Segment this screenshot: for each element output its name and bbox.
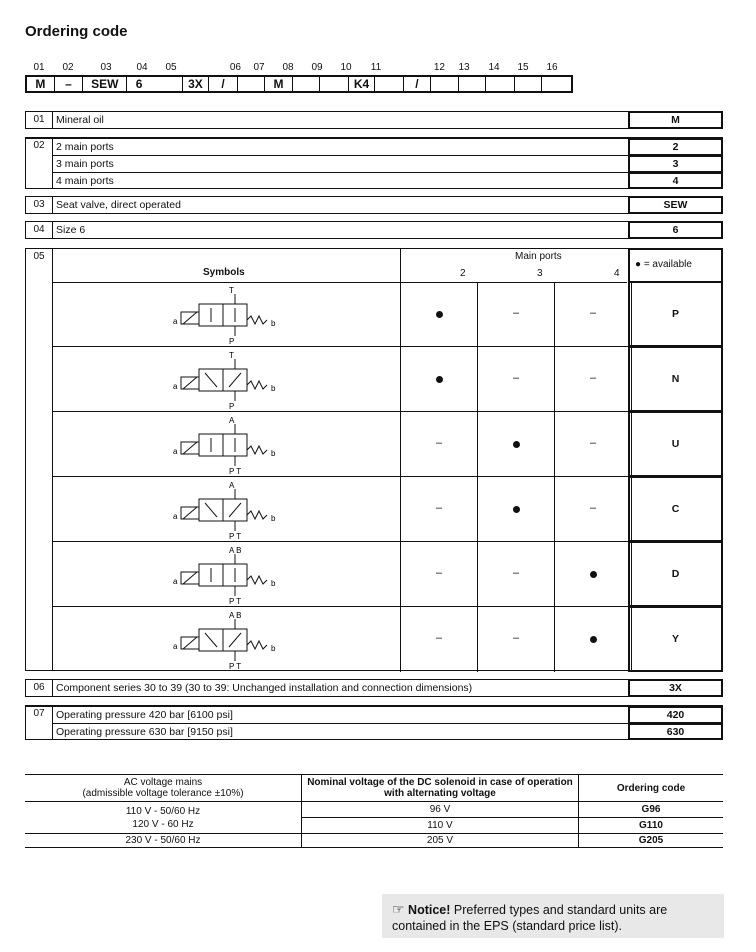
svg-text:T: T — [229, 351, 234, 360]
spec-description: Size 6 — [56, 224, 86, 236]
spec-row-01 — [25, 111, 723, 129]
not-available-dash: – — [436, 632, 443, 644]
spec-description: 4 main ports — [56, 175, 114, 187]
valve-symbol-icon — [171, 414, 301, 474]
port-col-header: 3 — [537, 268, 543, 279]
code-box: K4 — [348, 77, 375, 91]
svg-text:a: a — [173, 642, 178, 651]
code-pos-number: 01 — [33, 62, 45, 73]
not-available-dash: – — [590, 502, 597, 514]
spec-row-06 — [25, 679, 723, 697]
svg-text:A B: A B — [229, 546, 242, 555]
spec-number: 04 — [26, 222, 53, 238]
available-dot — [590, 571, 597, 578]
code-pos-number: 05 — [165, 62, 177, 73]
spec-row-07 — [25, 705, 723, 740]
symbol-code: Y — [628, 606, 723, 672]
code-box — [541, 77, 572, 91]
spec-description: Operating pressure 420 bar [6100 psi] — [56, 709, 233, 721]
not-available-dash: – — [513, 307, 520, 319]
symbol-row-P — [53, 282, 722, 347]
code-position-numbers — [25, 61, 573, 75]
code-boxes — [25, 75, 573, 93]
notice-text: Preferred types and standard units are contained in the EPS (standard price list). — [392, 903, 668, 933]
spec-description: Mineral oil — [56, 114, 104, 126]
svg-text:T: T — [229, 286, 234, 295]
code-box: 3X — [182, 77, 209, 91]
valve-symbol-icon — [171, 544, 301, 604]
code-pos-number: 11 — [370, 62, 382, 73]
spec-code: 630 — [628, 723, 723, 740]
code-pos-number: 06 — [229, 62, 241, 73]
code-box: 6 — [126, 77, 151, 91]
dc-voltage: 110 V — [427, 820, 453, 831]
code-pos-number: 09 — [311, 62, 323, 73]
code-pos-number: 02 — [62, 62, 74, 73]
spec-description: 3 main ports — [56, 158, 114, 170]
svg-text:P T: P T — [229, 532, 242, 539]
ordering-code-header: Ordering code — [616, 782, 686, 794]
symbol-row-U — [53, 412, 722, 477]
svg-text:A: A — [229, 416, 235, 425]
code-box: / — [208, 77, 237, 91]
code-box — [430, 77, 459, 91]
symbols-header: Symbols — [203, 267, 245, 278]
symbol-code: U — [628, 411, 723, 477]
not-available-dash: – — [513, 372, 520, 384]
code-box — [319, 77, 348, 91]
code-pos-number: 14 — [488, 62, 500, 73]
spec-code: SEW — [628, 196, 723, 214]
spec-number: 03 — [26, 197, 53, 213]
svg-text:P: P — [229, 337, 235, 344]
dc-voltage: 205 V — [302, 834, 579, 848]
not-available-dash: – — [436, 567, 443, 579]
symbol-row-D — [53, 542, 722, 607]
available-dot — [513, 506, 520, 513]
svg-text:a: a — [173, 577, 178, 586]
symbol-row-N — [53, 347, 722, 412]
code-box — [292, 77, 319, 91]
svg-text:P: P — [229, 402, 235, 409]
svg-text:A: A — [229, 481, 235, 490]
port-col-header: 2 — [460, 268, 466, 279]
not-available-dash: – — [590, 307, 597, 319]
available-dot — [590, 636, 597, 643]
svg-text:b: b — [271, 579, 276, 588]
valve-symbol-icon — [171, 284, 301, 344]
svg-text:b: b — [271, 514, 276, 523]
code-pos-number: 07 — [253, 62, 265, 73]
notice-label: Notice! — [408, 903, 451, 917]
spec-code: 4 — [628, 172, 723, 189]
ac-voltage-header-sub: (admissible voltage tolerance ±10%) — [82, 788, 244, 799]
symbol-code: P — [628, 281, 723, 347]
code-box: SEW — [82, 77, 126, 91]
symbol-code: D — [628, 541, 723, 607]
ac-voltage-header: AC voltage mains — [123, 777, 203, 788]
svg-text:A B: A B — [229, 611, 242, 620]
spec-code: 6 — [628, 221, 723, 239]
valve-symbol-icon — [171, 609, 301, 669]
svg-text:P T: P T — [229, 662, 242, 669]
code-box — [485, 77, 514, 91]
svg-text:a: a — [173, 382, 178, 391]
ac-voltage: 110 V - 50/60 Hz — [125, 805, 201, 817]
ac-voltage: 230 V - 50/60 Hz — [25, 834, 302, 848]
svg-text:a: a — [173, 317, 178, 326]
not-available-dash: – — [513, 567, 520, 579]
availability-legend: ● = available — [628, 248, 723, 282]
code-pos-number: 03 — [100, 62, 112, 73]
code-box — [514, 77, 541, 91]
code-pos-number: 12 — [433, 62, 445, 73]
voltage-code: G96 — [579, 802, 723, 818]
not-available-dash: – — [513, 632, 520, 644]
available-dot — [436, 311, 443, 318]
dc-voltage: 96 V — [302, 802, 578, 818]
spec-code: 2 — [628, 138, 723, 156]
spec-number: 06 — [26, 680, 53, 696]
valve-symbol-icon — [171, 349, 301, 409]
not-available-dash: – — [590, 372, 597, 384]
valve-symbol-icon — [171, 479, 301, 539]
spec-description: Seat valve, direct operated — [56, 199, 181, 211]
code-pos-number: 08 — [282, 62, 294, 73]
spec-code: M — [628, 111, 723, 129]
spec-row-02 — [25, 137, 723, 189]
code-box — [374, 77, 403, 91]
svg-text:a: a — [173, 447, 178, 456]
symbol-table — [25, 248, 723, 671]
ac-voltage: 120 V - 60 Hz — [132, 818, 194, 830]
spec-number: 01 — [26, 112, 53, 128]
voltage-code: G205 — [579, 834, 724, 848]
code-pos-number: 16 — [546, 62, 558, 73]
code-pos-number: 10 — [340, 62, 352, 73]
svg-text:P T: P T — [229, 467, 242, 474]
code-box: – — [54, 77, 83, 91]
available-dot — [513, 441, 520, 448]
main-ports-header: Main ports — [515, 251, 562, 262]
code-pos-number: 15 — [517, 62, 529, 73]
spec-number: 02 — [26, 138, 53, 188]
symbol-table-header — [53, 249, 627, 283]
spec-row-03 — [25, 196, 723, 214]
not-available-dash: – — [436, 502, 443, 514]
spec-description: 2 main ports — [56, 141, 114, 153]
svg-text:b: b — [271, 384, 276, 393]
port-col-header: 4 — [614, 268, 620, 279]
svg-text:b: b — [271, 319, 276, 328]
symbol-row-C — [53, 477, 722, 542]
spec-code: 3 — [628, 155, 723, 173]
code-box — [458, 77, 485, 91]
page-title: Ordering code — [25, 23, 128, 40]
spec-description: Operating pressure 630 bar [9150 psi] — [56, 726, 233, 738]
spec-description: Component series 30 to 39 (30 to 39: Unchanged installation and connection dimensions) — [56, 682, 473, 694]
voltage-table — [25, 774, 723, 848]
available-dot — [436, 376, 443, 383]
code-box — [237, 77, 264, 91]
pointing-hand-icon: ☞ — [392, 901, 405, 917]
code-box: M — [264, 77, 293, 91]
svg-text:a: a — [173, 512, 178, 521]
symbol-row-Y — [53, 607, 722, 672]
code-box — [151, 77, 182, 91]
spec-number: 05 — [26, 249, 53, 670]
notice-box — [382, 894, 724, 938]
symbol-code: C — [628, 476, 723, 542]
code-box: / — [403, 77, 430, 91]
svg-text:b: b — [271, 644, 276, 653]
dc-voltage-header: Nominal voltage of the DC solenoid in case of operation with alternating voltage — [307, 777, 573, 799]
svg-text:b: b — [271, 449, 276, 458]
svg-text:P T: P T — [229, 597, 242, 604]
spec-code: 420 — [628, 706, 723, 724]
code-pos-number: 13 — [458, 62, 470, 73]
symbol-code: N — [628, 346, 723, 412]
not-available-dash: – — [590, 437, 597, 449]
spec-row-04 — [25, 221, 723, 239]
spec-number: 07 — [26, 706, 53, 739]
spec-code: 3X — [628, 679, 723, 697]
code-box: M — [35, 77, 46, 91]
not-available-dash: – — [436, 437, 443, 449]
voltage-code: G110 — [639, 820, 663, 831]
ordering-code-strip — [25, 61, 573, 93]
code-pos-number: 04 — [136, 62, 148, 73]
